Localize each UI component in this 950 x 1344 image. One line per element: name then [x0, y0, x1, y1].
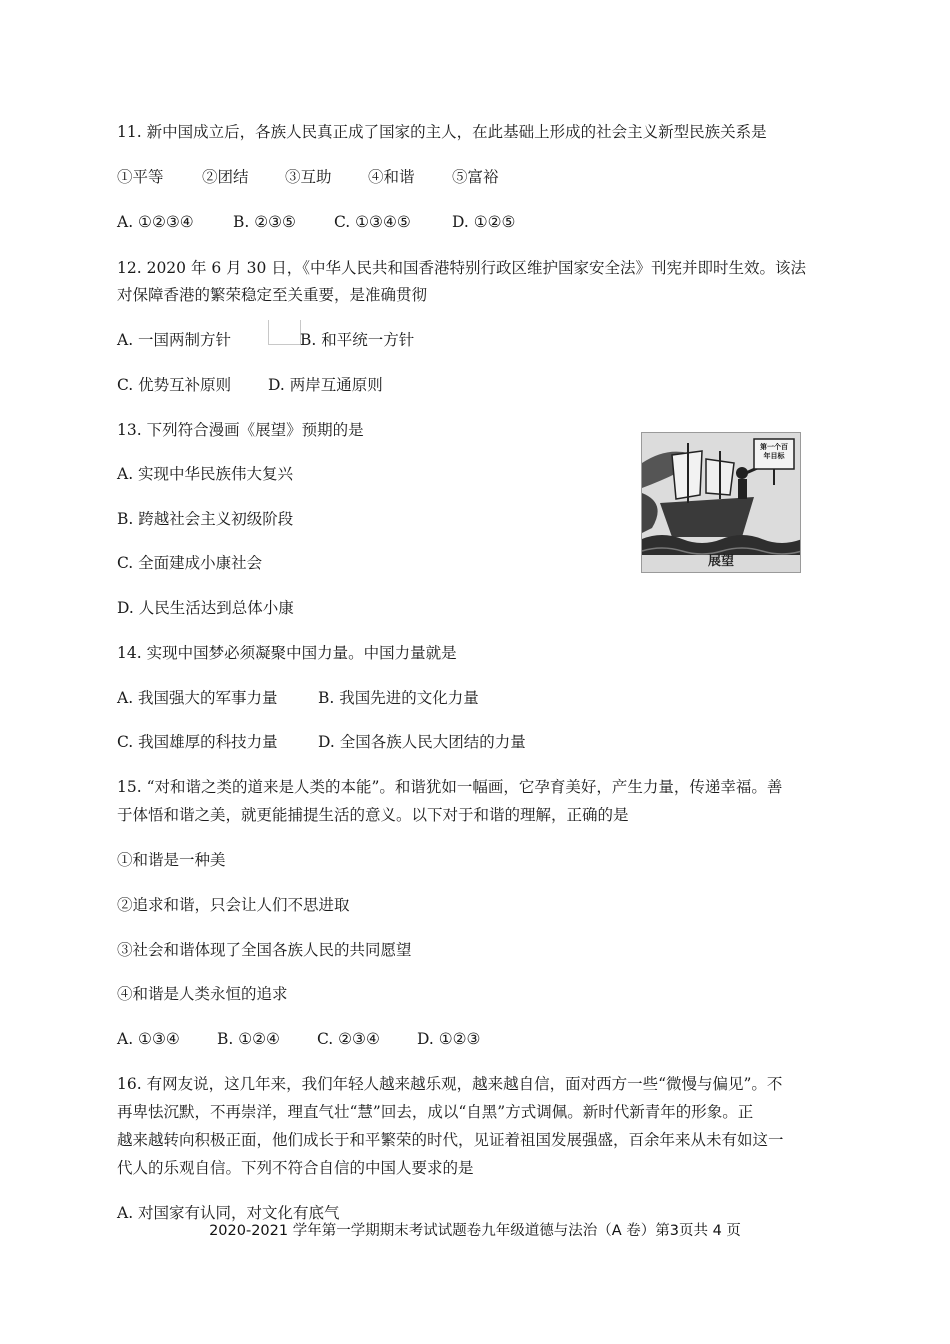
- q14-option-d: D. 全国各族人民大团结的力量: [318, 733, 526, 751]
- q16-stem-line-3: 越来越转向积极正面，他们成长于和平繁荣的时代，见证着祖国发展强盛，百余年来从未有如这一: [117, 1131, 784, 1149]
- q15-item-1: ①和谐是一种美: [117, 851, 226, 869]
- q15-stem-line-2: 于体悟和谐之美，就更能捕提生活的意义。以下对于和谐的理解，正确的是: [117, 806, 629, 824]
- q11-item-3: ③互助: [285, 168, 332, 186]
- q15-option-a: A. ①③④: [117, 1030, 180, 1048]
- q11-stem: 11. 新中国成立后，各族人民真正成了国家的主人，在此基础上形成的社会主义新型民族关系是: [117, 123, 767, 141]
- q11-option-c: C. ①③④⑤: [334, 213, 411, 231]
- q15-item-2: ②追求和谐，只会让人们不思进取: [117, 896, 350, 914]
- q14-option-a: A. 我国强大的军事力量: [117, 689, 278, 707]
- q13-option-c: C. 全面建成小康社会: [117, 554, 263, 572]
- q15-option-c: C. ②③④: [317, 1030, 380, 1048]
- q15-option-b: B. ①②④: [217, 1030, 280, 1048]
- scan-mark: [268, 320, 301, 345]
- q11-option-a: A. ①②③④: [117, 213, 194, 231]
- cartoon-caption: 展望: [707, 554, 734, 569]
- q13-option-b: B. 跨越社会主义初级阶段: [117, 510, 294, 528]
- q16-stem-line-2: 再卑怯沉默，不再崇洋，理直气壮“慧”回去，成以“自黑”方式调佩。新时代新青年的形象。正: [117, 1103, 754, 1121]
- q14-stem: 14. 实现中国梦必须凝聚中国力量。中国力量就是: [117, 644, 457, 662]
- q13-option-d: D. 人民生活达到总体小康: [117, 599, 294, 617]
- q11-option-b: B. ②③⑤: [233, 213, 296, 231]
- q14-option-c: C. 我国雄厚的科技力量: [117, 733, 278, 751]
- q15-item-3: ③社会和谐体现了全国各族人民的共同愿望: [117, 941, 412, 959]
- page-footer: 2020-2021 学年第一学期期末考试试题卷九年级道德与法治（A 卷）第3页共 4 页: [209, 1223, 741, 1239]
- q12-option-d: D. 两岸互通原则: [268, 376, 383, 394]
- q16-stem-line-4: 代人的乐观自信。下列不符合自信的中国人要求的是: [117, 1159, 474, 1177]
- q16-option-a: A. 对国家有认同，对文化有底气: [117, 1204, 340, 1222]
- q15-option-d: D. ①②③: [417, 1030, 481, 1048]
- q12-stem-line-2: 对保障香港的繁荣稳定至关重要，是准确贯彻: [117, 286, 428, 304]
- q12-option-a: A. 一国两制方针: [117, 331, 232, 349]
- q12-stem-line-1: 12. 2020 年 6 月 30 日，《中华人民共和国香港特别行政区维护国家安全法》刊宪并即时生效。该法: [117, 259, 806, 277]
- q16-stem-line-1: 16. 有网友说，这几年来，我们年轻人越来越乐观，越来越自信，面对西方一些“微慢与偏见”。不: [117, 1075, 783, 1093]
- q11-item-2: ②团结: [202, 168, 249, 186]
- q12-option-c: C. 优势互补原则: [117, 376, 232, 394]
- q15-stem-line-1: 15. “对和谐之类的道来是人类的本能”。和谐犹如一幅画，它孕育美好，产生力量，传递幸福。善: [117, 778, 783, 796]
- q11-option-d: D. ①②⑤: [452, 213, 516, 231]
- q13-option-a: A. 实现中华民族伟大复兴: [117, 465, 294, 483]
- q11-item-5: ⑤富裕: [452, 168, 499, 186]
- q14-option-b: B. 我国先进的文化力量: [318, 689, 479, 707]
- cartoon-sign-text: 第一个百年目标: [760, 443, 788, 460]
- q13-stem: 13. 下列符合漫画《展望》预期的是: [117, 421, 364, 439]
- q12-option-b: B. 和平统一方针: [300, 331, 415, 349]
- cartoon-image: [641, 432, 801, 573]
- q15-item-4: ④和谐是人类永恒的追求: [117, 985, 288, 1003]
- q11-item-1: ①平等: [117, 168, 164, 186]
- q11-item-4: ④和谐: [368, 168, 415, 186]
